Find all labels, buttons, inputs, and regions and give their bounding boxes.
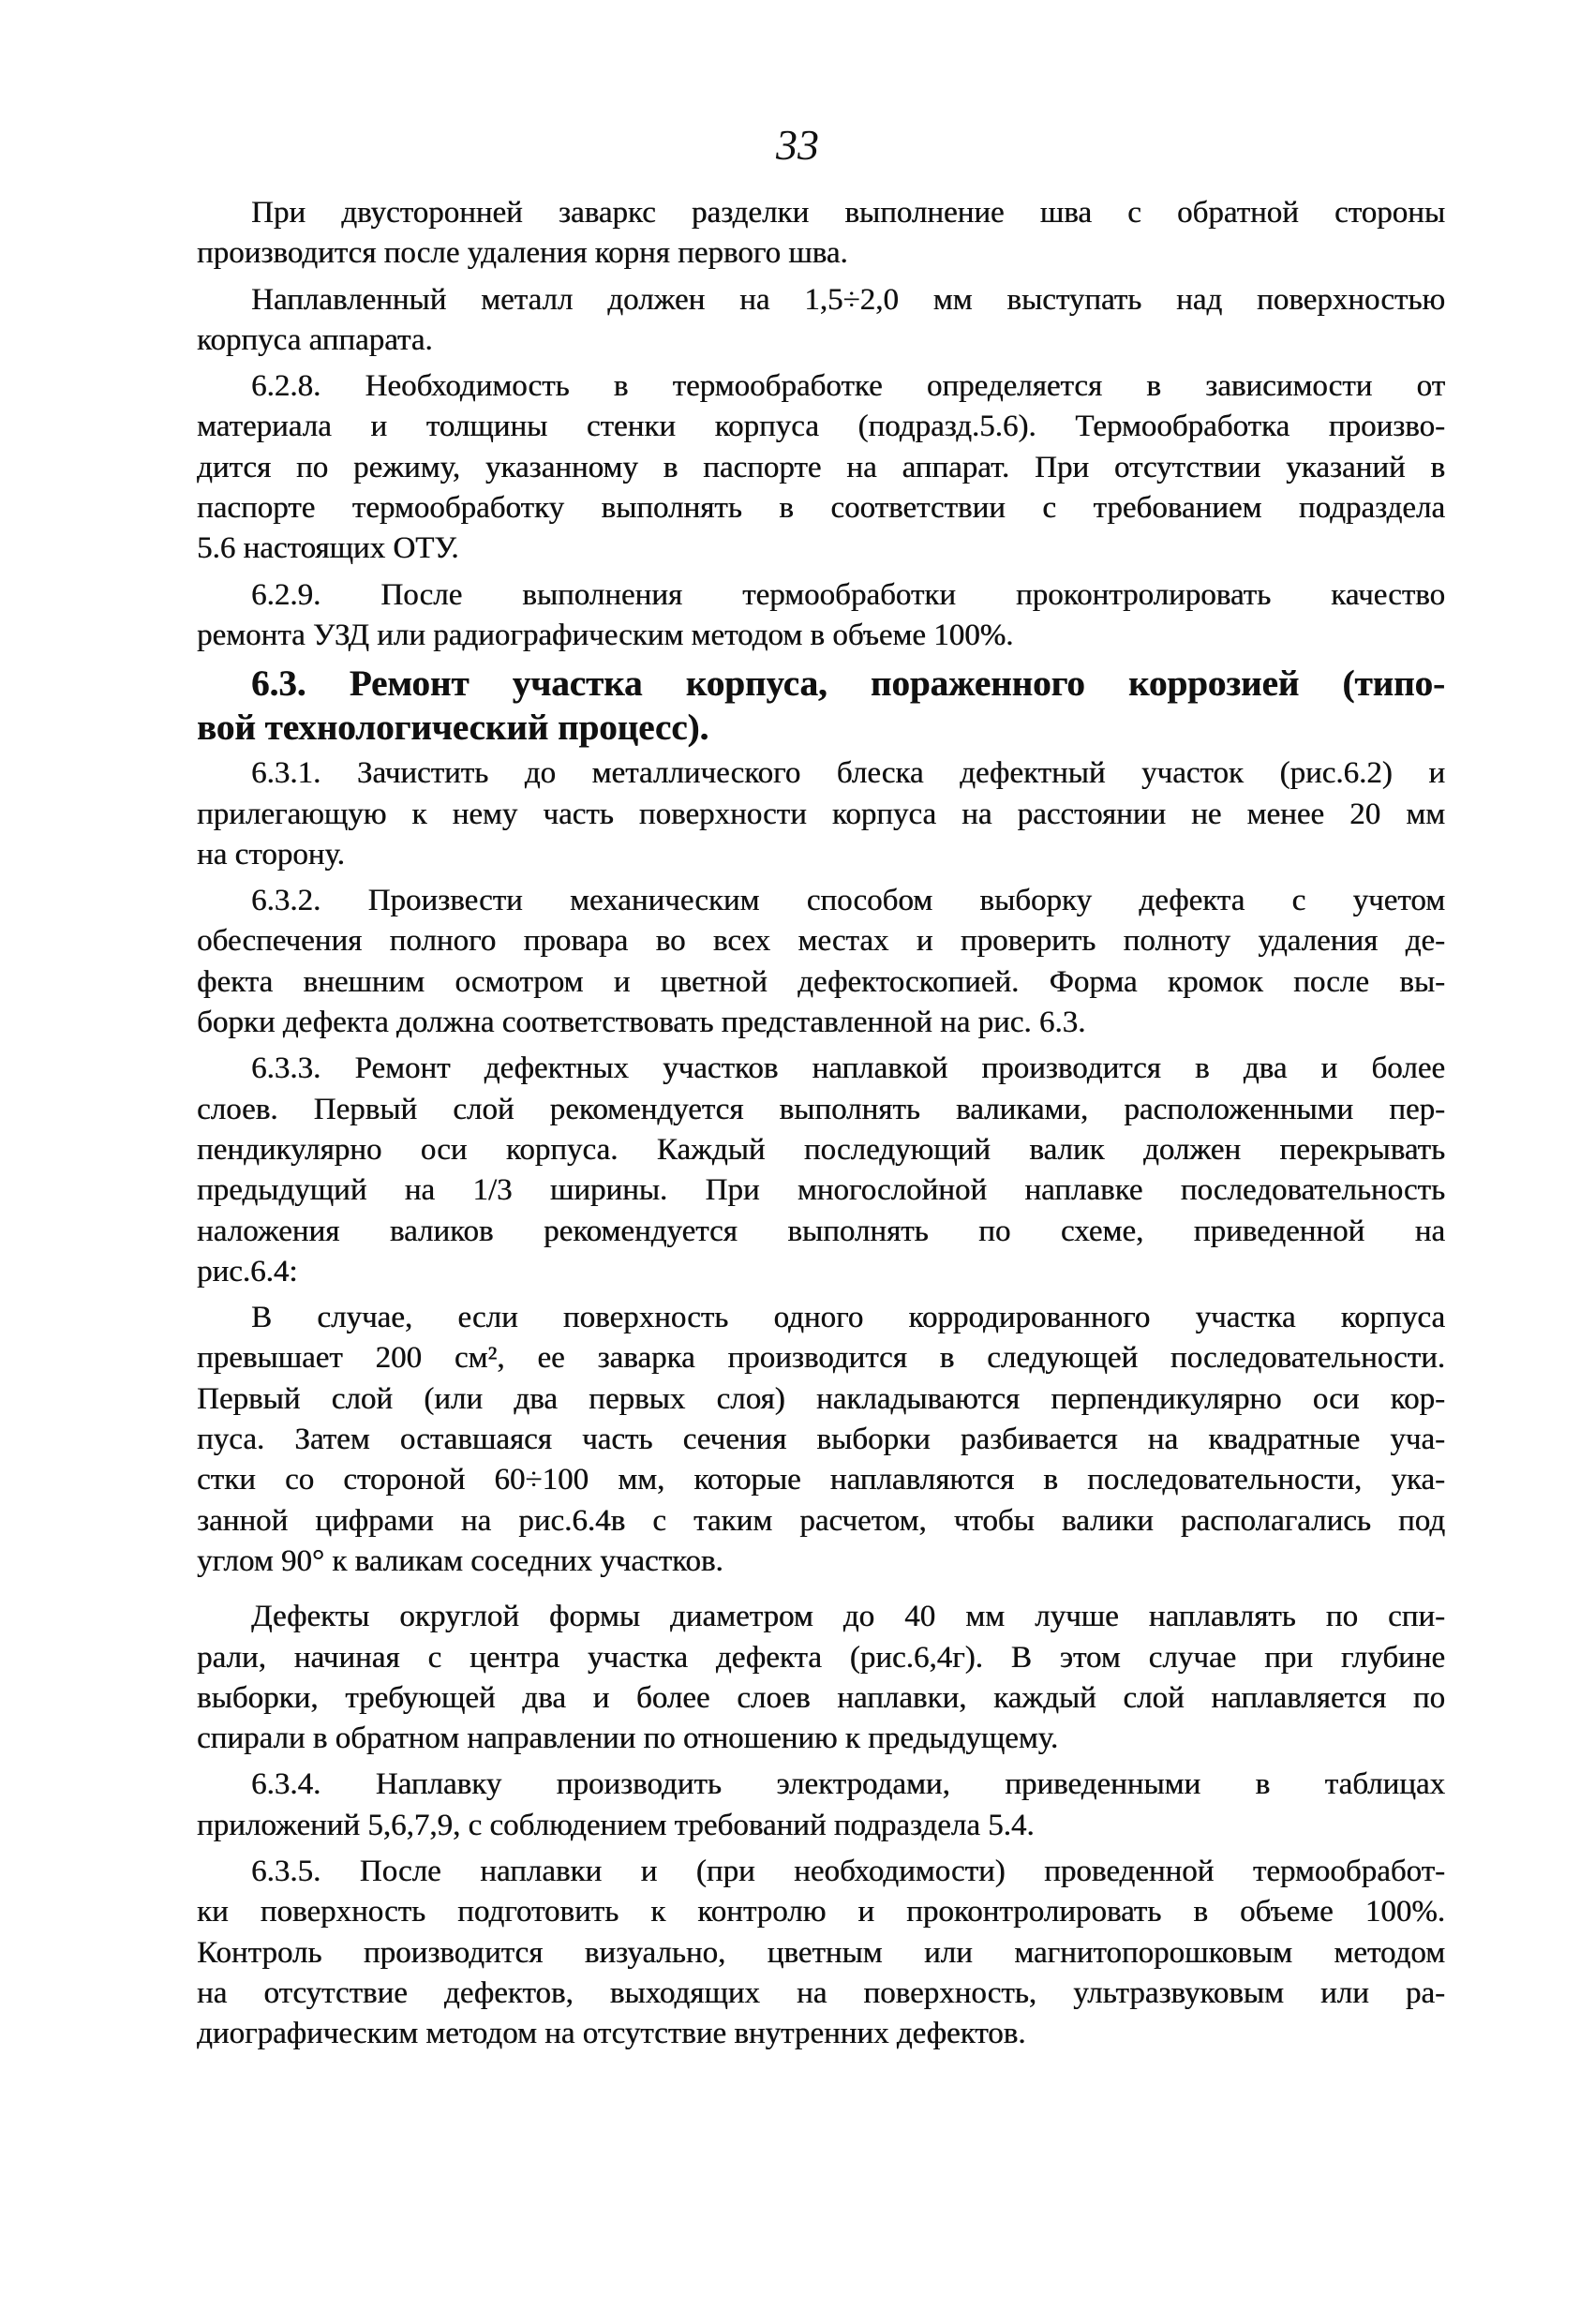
text-line: превышает 200 см², ее заварка производится в следующей последовательности. [197, 1341, 1445, 1376]
text-line: прилегающую к нему часть поверхности корпуса на расстоянии не менее 20 мм [197, 797, 1445, 831]
document-body [197, 193, 1445, 2060]
text-line: корпуса аппарата. [197, 322, 433, 357]
text-line: материала и толщины стенки корпуса (подразд.5.6). Термообработка произво- [197, 410, 1445, 444]
text-line: 6.2.8. Необходимость в термообработке определяется в зависимости от [251, 369, 1445, 404]
paragraph [197, 366, 1445, 569]
text-line: 6.3.2. Произвести механическим способом выборку дефекта с учетом [251, 884, 1445, 918]
text-line: 5.6 настоящих ОТУ. [197, 531, 459, 566]
text-line: 6.3.4. Наплавку производить электродами, приведенными в таблицах [251, 1767, 1445, 1802]
text-line: При двусторонней заваркс разделки выполнение шва с обратной стороны [251, 196, 1445, 230]
paragraph [197, 1049, 1445, 1292]
text-line: Первый слой (или два первых слоя) накладываются перпендикулярно оси кор- [197, 1381, 1445, 1416]
text-line: спирали в обратном направлении по отношению к предыдущему. [197, 1721, 1059, 1756]
text-line: занной цифрами на рис.6.4в с таким расчетом, чтобы валики располагались под [197, 1503, 1445, 1538]
paragraph [197, 881, 1445, 1043]
text-line: ки поверхность подготовить к контролю и проконтролировать в объеме 100%. [197, 1895, 1445, 1929]
paragraph [197, 280, 1445, 362]
text-line: наложения валиков рекомендуется выполнять по схеме, приведенной на [197, 1214, 1445, 1248]
paragraph [197, 575, 1445, 657]
text-line: на отсутствие дефектов, выходящих на поверхность, ультразвуковым или ра- [197, 1975, 1445, 2010]
text-line: 6.3. Ремонт участка корпуса, пораженного коррозией (типо- [251, 663, 1445, 705]
text-line: 6.2.9. После выполнения термообработки проконтролировать качество [251, 577, 1445, 612]
text-line: рали, начиная с центра участка дефекта (рис.6,4г). В этом случае при глубине [197, 1640, 1445, 1675]
section-heading [197, 662, 1445, 750]
text-line: пендикулярно оси корпуса. Каждый последующий валик должен перекрывать [197, 1132, 1445, 1167]
text-line: рис.6.4: [197, 1254, 298, 1289]
text-line: 6.3.1. Зачистить до металлического блеска дефектный участок (рис.6.2) и [251, 756, 1445, 791]
paragraph [197, 753, 1445, 875]
text-line: выборки, требующей два и более слоев наплавки, каждый слой наплавляется по [197, 1680, 1445, 1715]
text-line: фекта внешним осмотром и цветной дефектоскопией. Форма кромок после вы- [197, 964, 1445, 999]
text-line: приложений 5,6,7,9, с соблюдением требований подраздела 5.4. [197, 1808, 1035, 1842]
text-line: слоев. Первый слой рекомендуется выполнять валиками, расположенными пер- [197, 1092, 1445, 1126]
text-line: паспорте термообработку выполнять в соответствии с требованием подраздела [197, 491, 1445, 526]
text-line: пуса. Затем оставшаяся часть сечения выборки разбивается на квадратные уча- [197, 1423, 1445, 1457]
text-line: обеспечения полного провара во всех местах и проверить полноту удаления де- [197, 924, 1445, 959]
text-line: 6.3.3. Ремонт дефектных участков наплавкой производится в два и более [251, 1051, 1445, 1086]
text-line: производится после удаления корня первого шва. [197, 236, 848, 271]
text-line: на сторону. [197, 837, 345, 872]
text-line: предыдущий на 1/3 ширины. При многослойной наплавке последовательность [197, 1173, 1445, 1208]
text-line: стки со стороной 60÷100 мм, которые наплавляются в последовательности, ука- [197, 1463, 1445, 1497]
text-line: 6.3.5. После наплавки и (при необходимости) проведенной термообработ- [251, 1854, 1445, 1888]
text-line: вой технологический процесс). [197, 708, 709, 749]
text-line: борки дефекта должна соответствовать представленной на рис. 6.3. [197, 1006, 1086, 1040]
paragraph [197, 193, 1445, 275]
paragraph [197, 1298, 1445, 1582]
paragraph [197, 1765, 1445, 1846]
text-line: дится по режиму, указанному в паспорте на аппарат. При отсутствии указаний в [197, 450, 1445, 484]
paragraph [197, 1597, 1445, 1759]
text-line: диографическим методом на отсутствие внутренних дефектов. [197, 2017, 1026, 2051]
text-line: Дефекты округлой формы диаметром до 40 мм лучше наплавлять по спи- [251, 1600, 1445, 1634]
text-line: ремонта УЗД или радиографическим методом в объеме 100%. [197, 618, 1014, 652]
page-number: 33 [776, 121, 819, 169]
text-line: В случае, если поверхность одного корродированного участка корпуса [251, 1301, 1445, 1335]
paragraph [197, 1852, 1445, 2054]
text-line: Наплавленный металл должен на 1,5÷2,0 мм выступать над поверхностью [251, 282, 1445, 317]
text-line: Контроль производится визуально, цветным или магнитопорошковым методом [197, 1935, 1445, 1970]
text-line: углом 90° к валикам соседних участков. [197, 1543, 723, 1578]
